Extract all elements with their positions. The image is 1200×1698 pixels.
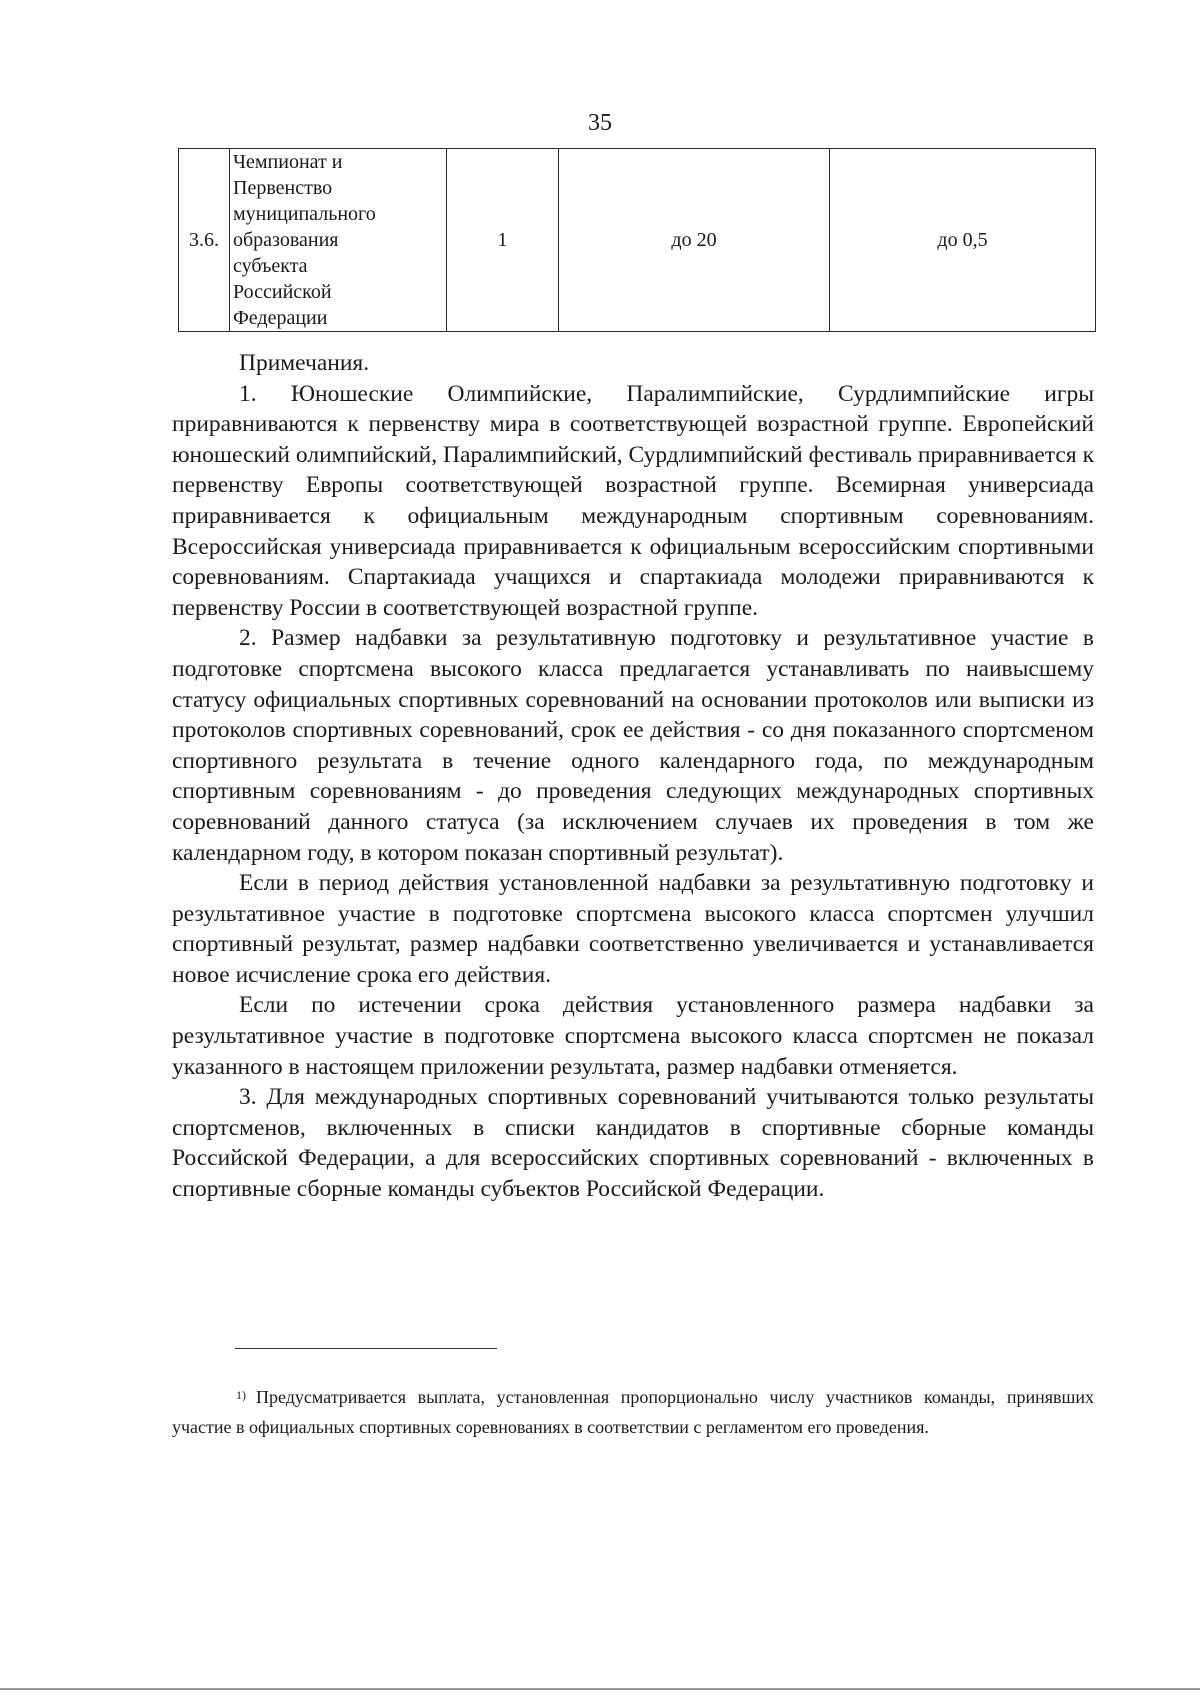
row-number: 3.6. <box>179 149 230 332</box>
notes-section <box>172 348 1094 1205</box>
competition-name-line: субъекта <box>233 255 308 277</box>
competition-name-line: Российской <box>233 281 332 303</box>
award-table <box>178 148 1096 332</box>
notes-heading: Примечания. <box>239 350 370 376</box>
place-cell: 1 <box>447 149 559 332</box>
footnote-marker: 1) <box>236 1388 246 1402</box>
footnote <box>172 1382 1094 1442</box>
table-row <box>179 149 1096 332</box>
note-paragraph: 3. Для международных спортивных соревнований учитываются только результаты спортсменов, включенных в списки кандидатов в спортивные сборные команды Российской Федерации, а для всероссийских спортивных соревнований - включенных в спортивные сборные команды субъектов Российской Федерации. <box>172 1084 1094 1203</box>
footnote-text: Предусматривается выплата, установленная пропорционально числу участников команды, принявших участие в официальных спортивных соревнованиях в соответствии с регламентом его проведения. <box>172 1387 1094 1437</box>
individual-size-cell: до 0,5 <box>830 149 1096 332</box>
note-paragraph: Если в период действия установленной надбавки за результативную подготовку и результативное участие в подготовке спортсмена высокого класса спортсмен улучшил спортивный результат, размер надбавки соответственно увеличивается и устанавливается новое исчисление срока его действия. <box>172 870 1094 988</box>
page-number: 35 <box>588 110 612 136</box>
team-size-cell: до 20 <box>559 149 830 332</box>
footnote-divider <box>235 1348 497 1349</box>
competition-name <box>230 149 447 332</box>
competition-name-line: Первенство <box>233 177 333 199</box>
competition-name-line: Федерации <box>233 307 328 329</box>
competition-name-line: муниципального <box>233 203 376 225</box>
scan-bottom-edge <box>0 1688 1200 1690</box>
note-paragraph: 2. Размер надбавки за результативную подготовку и результативное участие в подготовке спортсмена высокого класса предлагается устанавливать по наивысшему статусу официальных спортивных соревнований на основании протоколов или выписки из протоколов спортивных соревнований, срок ее действия - со дня показанного спортсменом спортивного результата в течение одного календарного года, по международным спортивным соревнованиям - до проведения следующих международных спортивных соревнований данного статуса (за исключением случаев их проведения в том же календарном году, в котором показан спортивный результат). <box>172 625 1094 866</box>
note-paragraph: 1. Юношеские Олимпийские, Паралимпийские, Сурдлимпийские игры приравниваются к первенству мира в соответствующей возрастной группе. Европейский юношеский олимпийский, Паралимпийский, Сурдлимпийский фестиваль приравнивается к первенству Европы соответствующей возрастной группе. Всемирная универсиада приравнивается к официальным международным спортивным соревнованиям. Всероссийская универсиада приравнивается к официальным всероссийским спортивными соревнованиям. Спартакиада учащихся и спартакиада молодежи приравниваются к первенству России в соответствующей возрастной группе. <box>172 380 1094 621</box>
note-paragraph: Если по истечении срока действия установленного размера надбавки за результативное участие в подготовке спортсмена высокого класса спортсмен не показал указанного в настоящем приложении результата, размер надбавки отменяется. <box>172 992 1094 1080</box>
competition-name-line: образования <box>233 229 339 251</box>
competition-name-line: Чемпионат и <box>233 151 343 173</box>
